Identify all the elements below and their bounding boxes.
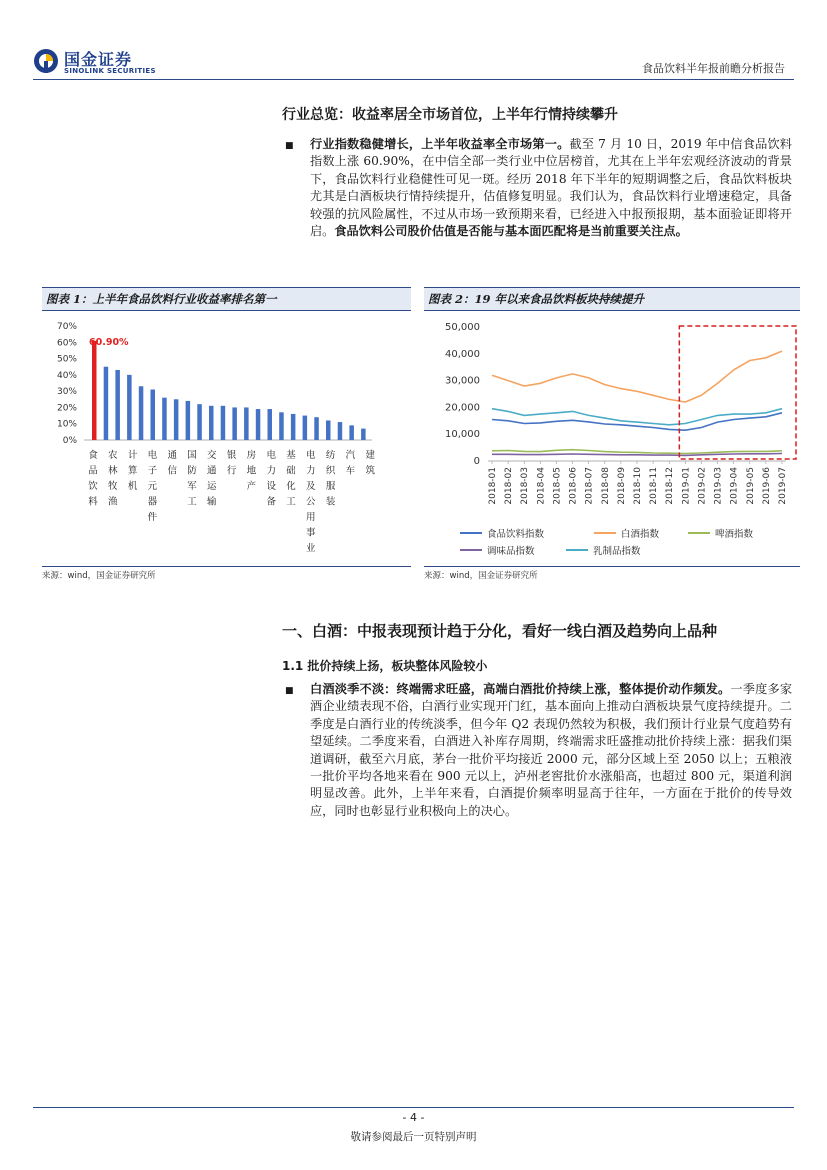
page-number: - 4 - — [402, 1111, 425, 1124]
x-category-label: 输 — [207, 496, 217, 508]
x-category-label: 工 — [187, 496, 197, 508]
figure2-legend — [424, 522, 800, 562]
x-category-label: 林 — [108, 465, 118, 477]
figure1-title-rule — [42, 310, 411, 311]
legend-item — [594, 526, 659, 540]
x-category-label: 通 — [167, 450, 177, 461]
bar — [151, 390, 156, 440]
bar — [314, 417, 319, 440]
x-category-label: 运 — [207, 481, 217, 492]
legend-label: 乳制品指数 — [593, 546, 641, 557]
x-category-label: 银 — [226, 450, 237, 461]
bar — [209, 406, 214, 440]
x-tick-label: 2018-11 — [649, 467, 660, 505]
x-category-label: 食 — [88, 450, 98, 461]
x-category-label: 汽 — [345, 450, 356, 461]
x-category-label: 通 — [207, 465, 217, 477]
bar — [291, 414, 296, 440]
x-category-label: 子 — [147, 465, 158, 477]
x-tick-label: 2018-06 — [568, 467, 579, 505]
bar — [104, 367, 109, 440]
legend-item — [460, 526, 544, 540]
x-category-label: 器 — [147, 496, 158, 508]
bar — [221, 406, 226, 440]
footer-divider — [33, 1107, 794, 1108]
y-tick-label: 0 — [473, 456, 480, 467]
x-category-label: 国 — [187, 450, 197, 461]
x-category-label: 品 — [88, 465, 98, 477]
figure2-title: 图表 2：19 年以来食品饮料板块持续提升 — [424, 288, 800, 310]
x-category-label: 计 — [127, 450, 138, 461]
logo-english-name: SINOLINK SECURITIES — [64, 67, 156, 75]
bar — [127, 375, 132, 440]
x-tick-label: 2018-12 — [665, 467, 676, 505]
bar — [186, 401, 191, 440]
x-category-label: 工 — [286, 496, 296, 508]
x-category-label: 设 — [266, 481, 276, 492]
x-category-label: 力 — [266, 465, 276, 477]
figure1-title: 图表 1：上半年食品饮料行业收益率排名第一 — [42, 288, 411, 310]
x-tick-label: 2018-07 — [584, 467, 595, 505]
x-category-label: 及 — [306, 481, 316, 492]
x-category-label: 事 — [306, 527, 316, 539]
x-category-label: 信 — [167, 465, 177, 477]
bar — [349, 425, 354, 440]
overview-title: 行业总览：收益率居全市场首位，上半年行情持续攀升 — [282, 107, 618, 123]
x-category-label: 织 — [325, 465, 336, 477]
x-category-label: 业 — [306, 543, 316, 554]
x-category-label: 车 — [345, 465, 356, 477]
x-tick-label: 2018-08 — [600, 467, 611, 505]
logo-chinese-name: 国金证券 — [64, 50, 133, 69]
x-category-label: 房 — [246, 450, 257, 461]
y-tick-label: 30,000 — [445, 375, 480, 387]
bar — [256, 409, 260, 440]
bar — [303, 416, 308, 440]
bar-data-label: 60.90% — [89, 336, 129, 348]
bar — [338, 422, 343, 440]
bar — [115, 370, 120, 440]
section1-body: 一季度多家酒企业绩表现不俗，白酒行业实现开门红，基本面向上推动白酒板块景气度持续提升。二季度是白酒行业的传统淡季，但今年 Q2 表现仍然较为积极，我们预计行业景气度趋势有望延续。二季度来看，白酒进入补库存周期，终端需求旺盛推动批价持续上涨：据我们渠道调研，截至六月底，茅台一批价平均接近 2000 元，部分区域上至 2050 以上；五粮液一批价平均各地来看在 900 元以上，泸州老窖批价水涨船高，也超过 800 元，渠道利润明显改善。此外，上半年来看，白酒提价频率明显高于往年，一方面在于批价的传导效应，同时也彰显行业积极向上的决心。 — [310, 682, 793, 818]
y-tick-label: 60% — [56, 338, 77, 349]
bar — [162, 398, 167, 440]
legend-item — [460, 543, 535, 557]
y-tick-label: 50,000 — [445, 322, 480, 333]
x-tick-label: 2018-10 — [633, 467, 643, 505]
series-line — [492, 450, 782, 454]
legend-swatch — [688, 532, 710, 534]
bar — [279, 412, 284, 440]
figure2-source: 来源：wind，国金证券研究所 — [424, 571, 538, 581]
y-tick-label: 20,000 — [445, 402, 480, 414]
x-category-label: 军 — [187, 481, 197, 492]
figure2-line-chart — [424, 314, 800, 520]
x-category-label: 化 — [286, 481, 296, 492]
x-category-label: 农 — [108, 450, 118, 461]
figure1-source: 来源：wind，国金证券研究所 — [42, 571, 156, 581]
bar — [361, 429, 366, 440]
header-divider — [33, 79, 794, 80]
x-tick-label: 2018-02 — [504, 467, 515, 505]
x-category-label: 服 — [325, 481, 336, 492]
x-category-label: 筑 — [365, 465, 375, 477]
legend-label: 调味品指数 — [487, 546, 535, 557]
x-category-label: 元 — [147, 481, 158, 492]
y-tick-label: 10,000 — [445, 429, 480, 441]
legend-label: 白酒指数 — [621, 529, 660, 540]
x-tick-label: 2019-02 — [697, 467, 708, 505]
y-tick-label: 40% — [56, 370, 77, 381]
overview-body: 截至 7 月 10 日，2019 年中信食品饮料指数上涨 60.90%，在中信全部一类行业中位居榜首，尤其在上半年宏观经济波动的背景下，食品饮料行业稳健性可见一斑。经历 2018 年下半年的短期调整之后，食品饮料板块尤其是白酒板块行情持续提升，估值修复明显。我们认为，食品饮料行业增速稳定，具备较强的抗风险属性，不过从市场一致预期来看，已经进入中报预报期，基本面验证即将开启。 — [310, 137, 792, 239]
x-tick-label: 2019-04 — [729, 467, 740, 505]
x-tick-label: 2018-01 — [488, 467, 498, 505]
series-line — [492, 454, 782, 456]
x-category-label: 力 — [306, 465, 316, 477]
y-tick-label: 0% — [62, 436, 77, 446]
x-category-label: 公 — [306, 496, 316, 508]
x-category-label: 产 — [246, 481, 257, 492]
bar — [232, 407, 237, 440]
legend-swatch — [566, 549, 588, 551]
overview-tail: 食品饮料公司股价估值是否能与基本面匹配将是当前重要关注点。 — [334, 224, 688, 239]
x-tick-label: 2019-03 — [713, 467, 724, 505]
x-tick-label: 2019-05 — [745, 467, 756, 505]
legend-swatch — [460, 532, 482, 534]
highlight-box — [679, 326, 796, 459]
legend-label: 食品饮料指数 — [487, 529, 545, 540]
x-category-label: 机 — [127, 481, 138, 492]
x-category-label: 饮 — [88, 481, 98, 492]
bar — [197, 404, 202, 440]
x-category-label: 件 — [147, 512, 158, 523]
x-category-label: 备 — [266, 496, 276, 508]
bar — [174, 399, 179, 440]
x-tick-label: 2018-09 — [616, 467, 627, 505]
x-category-label: 算 — [127, 465, 138, 477]
overview-bullet: ■ — [285, 141, 294, 151]
legend-swatch — [460, 549, 482, 551]
x-tick-label: 2018-03 — [520, 467, 531, 505]
legend-item — [566, 543, 641, 557]
bar — [244, 407, 249, 440]
x-category-label: 纺 — [325, 450, 336, 461]
x-category-label: 牧 — [108, 481, 118, 492]
x-category-label: 交 — [207, 450, 217, 461]
x-category-label: 装 — [325, 496, 336, 508]
x-tick-label: 2018-04 — [536, 467, 547, 505]
y-tick-label: 10% — [56, 419, 77, 430]
bar — [139, 386, 144, 440]
bar — [92, 341, 97, 440]
section1-paragraph — [310, 681, 792, 820]
footer-disclaimer: 敬请参阅最后一页特别声明 — [350, 1131, 477, 1143]
x-tick-label: 2019-07 — [778, 467, 788, 505]
section1-lead: 白酒淡季不淡：终端需求旺盛，高端白酒批价持续上涨，整体提价动作频发。 — [310, 682, 731, 696]
x-category-label: 电 — [147, 450, 158, 461]
y-tick-label: 40,000 — [445, 348, 480, 360]
bar — [268, 409, 273, 440]
x-category-label: 料 — [88, 496, 98, 508]
x-category-label: 用 — [306, 512, 316, 523]
x-category-label: 电 — [306, 450, 316, 461]
x-category-label: 基 — [286, 450, 296, 461]
y-tick-label: 70% — [56, 322, 77, 332]
section1-bullet: ■ — [285, 686, 294, 696]
overview-lead: 行业指数稳健增长，上半年收益率全市场第一。 — [310, 137, 570, 151]
report-title: 食品饮料半年报前瞻分析报告 — [642, 62, 785, 75]
x-tick-label: 2019-06 — [761, 467, 772, 505]
x-category-label: 电 — [266, 450, 276, 461]
x-category-label: 地 — [246, 465, 257, 477]
x-category-label: 建 — [365, 450, 375, 461]
company-logo-icon — [33, 48, 59, 74]
legend-item — [688, 526, 753, 540]
figure2-bottom-rule — [424, 566, 800, 567]
legend-label: 啤酒指数 — [715, 529, 754, 540]
bar — [326, 420, 331, 440]
figure1-bottom-rule — [42, 566, 411, 567]
x-tick-label: 2018-05 — [552, 467, 563, 505]
y-tick-label: 50% — [56, 354, 77, 365]
x-tick-label: 2019-01 — [681, 467, 692, 505]
y-tick-label: 20% — [56, 403, 77, 414]
section1-subtitle: 1.1 批价持续上扬，板块整体风险较小 — [282, 659, 488, 673]
x-category-label: 渔 — [108, 496, 118, 508]
legend-swatch — [594, 532, 616, 534]
x-category-label: 础 — [286, 465, 296, 477]
x-category-label: 防 — [187, 465, 197, 477]
y-tick-label: 30% — [56, 387, 77, 398]
figure1-bar-chart — [42, 314, 411, 564]
figure2-title-rule — [424, 310, 800, 311]
series-line — [492, 351, 782, 402]
section1-title: 一、白酒：中报表现预计趋于分化，看好一线白酒及趋势向上品种 — [282, 622, 718, 640]
overview-paragraph — [310, 136, 792, 240]
x-category-label: 行 — [226, 465, 237, 477]
